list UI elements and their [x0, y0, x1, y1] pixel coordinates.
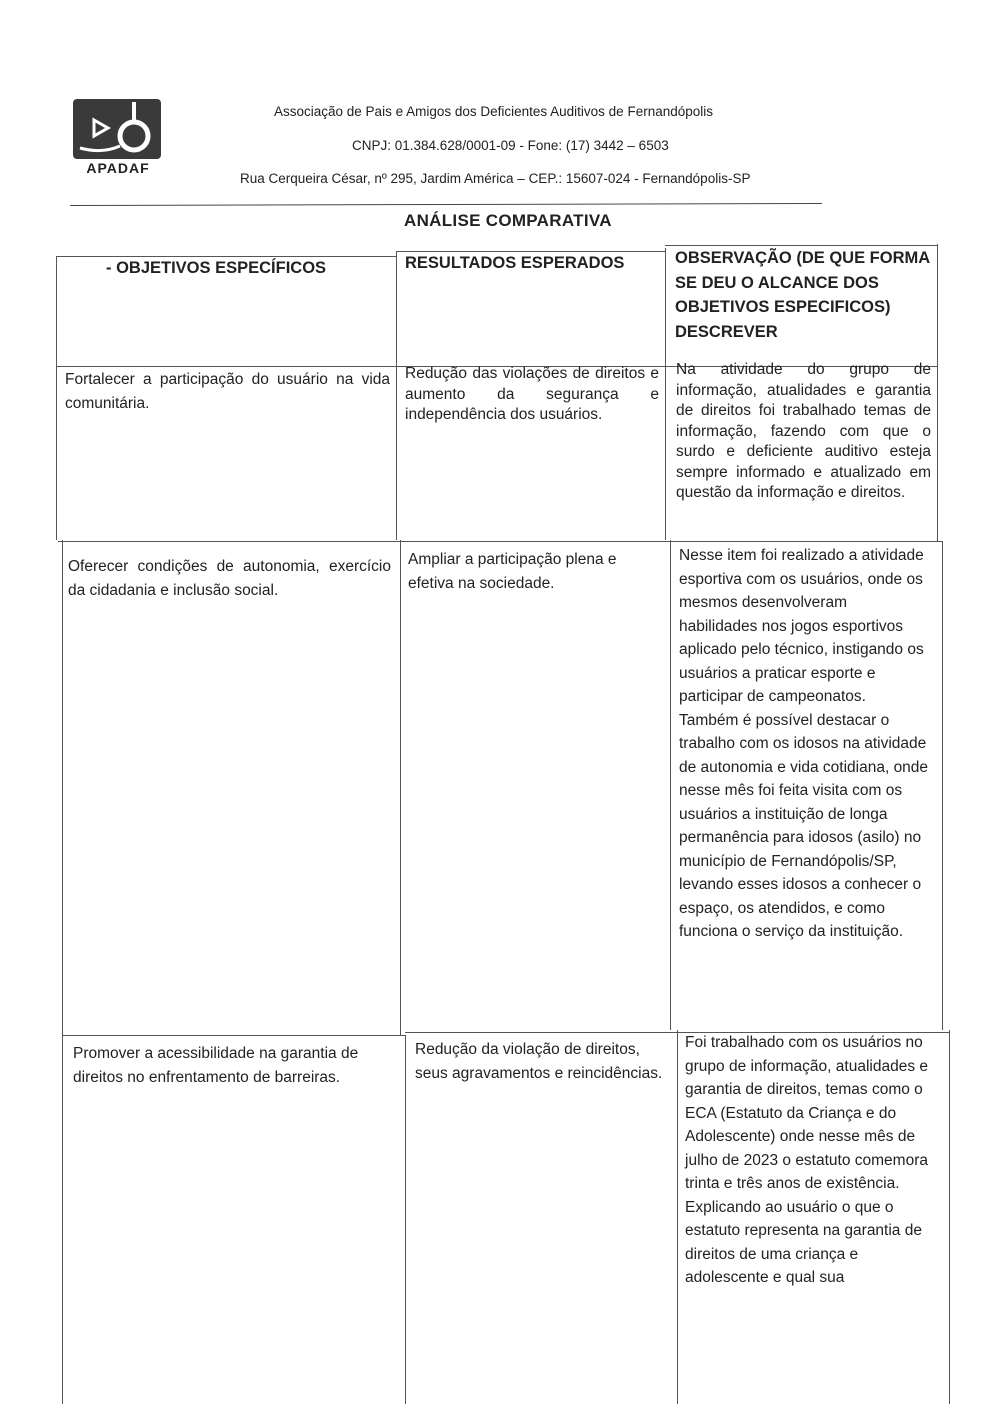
row-1-resultado: Redução das violações de direitos e aumento da segurança e independência dos usuários. [405, 365, 659, 423]
cnpj-phone: CNPJ: 01.384.628/0001-09 - Fone: (17) 3442 – 6503 [352, 138, 669, 153]
table-border-right [942, 542, 943, 1030]
table-border-right [937, 244, 938, 542]
row-1-observacao: Na atividade do grupo de informação, atualidades e garantia de direitos foi trabalhado temas de informação, fazendo com que o surdo e deficiente auditivo esteja sempre informado e atualizado em questão da informação e direitos. [676, 361, 931, 501]
column-divider [400, 540, 401, 1036]
document-title: ANÁLISE COMPARATIVA [404, 211, 612, 230]
row-3-objetivo: Promover a acessibilidade na garantia de direitos no enfrentamento de barreiras. [73, 1045, 359, 1086]
table-border-left [62, 540, 63, 1404]
column-divider [396, 252, 397, 540]
column-divider [670, 540, 671, 1030]
column-header-observacao: OBSERVAÇÃO (DE QUE FORMA SE DEU O ALCANCE DOS OBJETIVOS ESPECIFICOS) DESCREVER [675, 249, 930, 341]
ear-logo-icon [72, 98, 164, 160]
row-2-observacao: Nesse item foi realizado a atividade esportiva com os usuários, onde os mesmos desenvolveram habilidades nos jogos esportivos aplicado pelo técnico, instigando os usuários a praticar esporte e participar de campeonatos. Também é possível destacar o trabalho com os idosos na atividade de autonomia e vida cotidiana, onde nesse mês foi feita visita com os usuários a instituição de longa permanência para idosos (asilo) no município de Fernandópolis/SP, levando esses idosos a conhecer o espaço, os atendidos, e como funciona o serviço da instituição. [679, 547, 929, 940]
column-divider [677, 1030, 678, 1404]
address: Rua Cerqueira César, nº 295, Jardim América – CEP.: 15607-024 - Fernandópolis-SP [240, 171, 751, 186]
row-1-objetivo: Fortalecer a participação do usuário na vida comunitária. [65, 371, 390, 412]
column-divider [665, 248, 666, 540]
table-border-right [949, 1030, 950, 1404]
row-2-resultado: Ampliar a participação plena e efetiva na sociedade. [408, 551, 617, 592]
column-header-objetivos: - OBJETIVOS ESPECÍFICOS [106, 259, 327, 277]
table-border-left [56, 257, 57, 540]
header-divider [70, 203, 822, 206]
org-name: Associação de Pais e Amigos dos Deficientes Auditivos de Fernandópolis [274, 104, 714, 119]
column-divider [405, 1036, 406, 1404]
row-3-resultado: Redução da violação de direitos, seus agravamentos e reincidências. [415, 1041, 663, 1082]
apadaf-logo [72, 98, 164, 178]
row-2-objetivo: Oferecer condições de autonomia, exercício da cidadania e inclusão social. [68, 558, 391, 599]
row-3-observacao: Foi trabalhado com os usuários no grupo de informação, atualidades e garantia de direitos, temas como o ECA (Estatuto da Criança e do Adolescente) onde nesse mês de julho de 2023 o estatuto comemora trinta e três anos de existência. Explicando ao usuário o que o estatuto representa na garantia de direitos de uma criança e adolescente e qual sua [685, 1034, 928, 1286]
row-divider [62, 1035, 406, 1036]
logo-label: APADAF [86, 160, 150, 176]
column-header-resultados: RESULTADOS ESPERADOS [405, 254, 625, 272]
row-divider [58, 541, 943, 542]
